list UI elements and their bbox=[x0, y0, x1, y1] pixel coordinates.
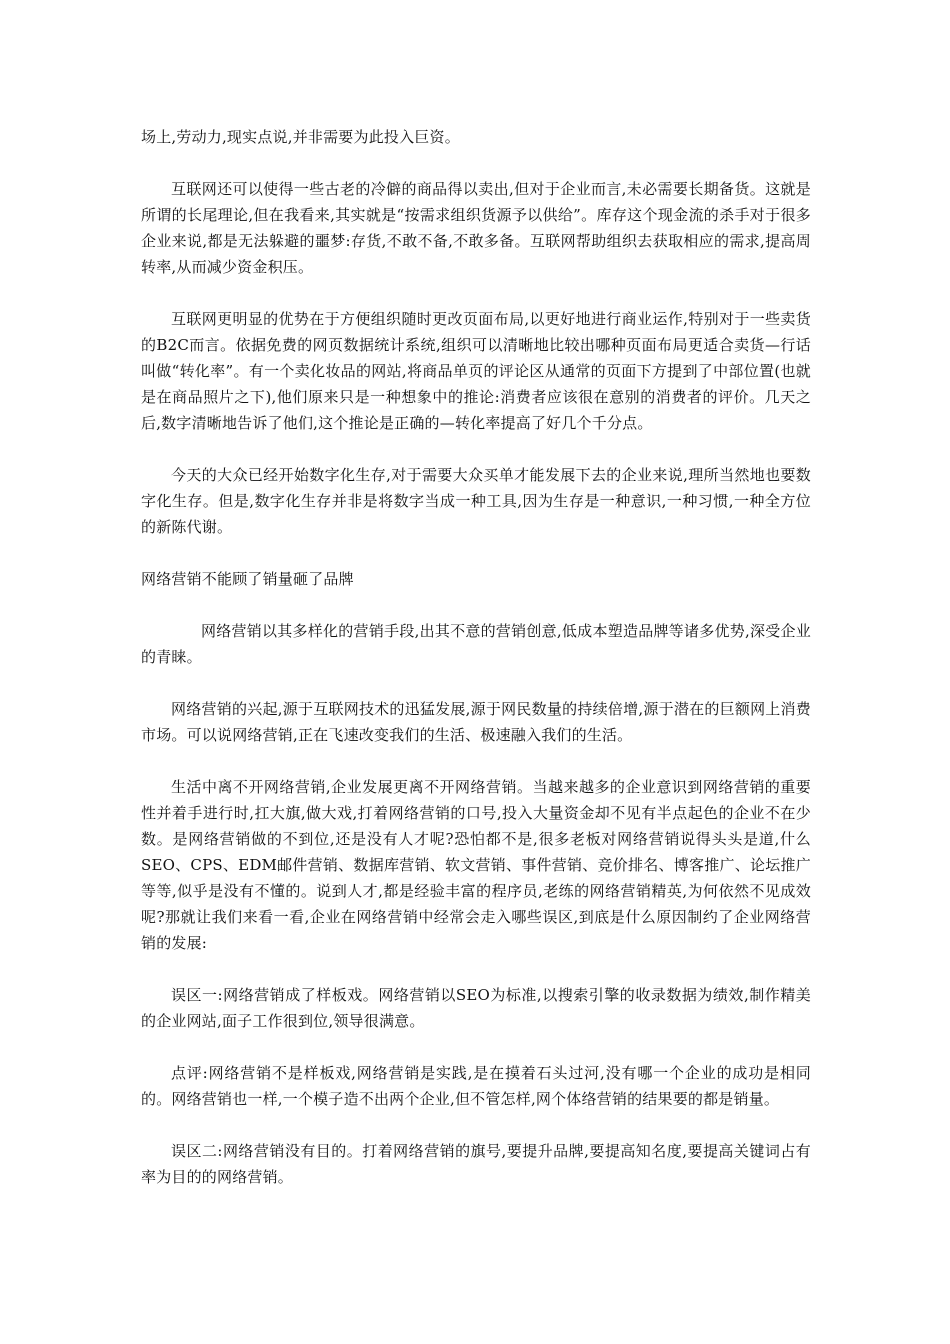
paragraph-commentary: 点评:网络营销不是样板戏,网络营销是实践,是在摸着石头过河,没有哪一个企业的成功是相同的。网络营销也一样,一个模子造不出两个企业,但不管怎样,网个体络营销的结果要的都是销量。 bbox=[141, 1064, 811, 1108]
paragraph-misconception-two: 误区二:网络营销没有目的。打着网络营销的旗号,要提升品牌,要提高知名度,要提高关键词占有率为目的的网络营销。 bbox=[141, 1142, 811, 1186]
paragraph-marketing-rise: 网络营销的兴起,源于互联网技术的迅猛发展,源于网民数量的持续倍增,源于潜在的巨额网上消费市场。可以说网络营销,正在飞速改变我们的生活、极速融入我们的生活。 bbox=[141, 700, 811, 744]
paragraph-page-layout: 互联网更明显的优势在于方便组织随时更改页面布局,以更好地进行商业运作,特别对于一些卖货的B2C而言。依据免费的网页数据统计系统,组织可以清晰地比较出哪种页面布局更适合卖货—行话叫做“转化率”。有一个卖化妆品的网站,将商品单页的评论区从通常的页面下方提到了中部位置(也就是在商品照片之下),他们原来只是一种想象中的推论:消费者应该很在意别的消费者的评价。几天之后,数字清晰地告诉了他们,这个推论是正确的—转化率提高了好几个千分点。 bbox=[141, 310, 811, 432]
paragraph-misconception-one: 误区一:网络营销成了样板戏。网络营销以SEO为标准,以搜索引擎的收录数据为绩效,制作精美的企业网站,面子工作很到位,领导很满意。 bbox=[141, 986, 811, 1030]
paragraph-continuation: 场上,劳动力,现实点说,并非需要为此投入巨资。 bbox=[141, 128, 460, 146]
paragraph-marketing-advantages: 网络营销以其多样化的营销手段,出其不意的营销创意,低成本塑造品牌等诸多优势,深受企业的青睐。 bbox=[141, 622, 811, 666]
paragraph-long-tail: 互联网还可以使得一些古老的冷僻的商品得以卖出,但对于企业而言,未必需要长期备货。这就是所谓的长尾理论,但在我看来,其实就是“按需求组织货源予以供给”。库存这个现金流的杀手对于很多企业来说,都是无法躲避的噩梦:存货,不敢不备,不敢多备。互联网帮助组织去获取相应的需求,提高周转率,从而减少资金积压。 bbox=[141, 180, 811, 276]
paragraph-marketing-misconceptions: 生活中离不开网络营销,企业发展更离不开网络营销。当越来越多的企业意识到网络营销的重要性并着手进行时,扛大旗,做大戏,打着网络营销的口号,投入大量资金却不见有半点起色的企业不在少数。是网络营销做的不到位,还是没有人才呢?恐怕都不是,很多老板对网络营销说得头头是道,什么SEO、CPS、EDM邮件营销、数据库营销、软文营销、事件营销、竞价排名、博客推广、论坛推广等等,似乎是没有不懂的。说到人才,都是经验丰富的程序员,老练的网络营销精英,为何依然不见成效呢?那就让我们来看一看,企业在网络营销中经常会走入哪些误区,到底是什么原因制约了企业网络营销的发展: bbox=[141, 778, 811, 952]
section-heading: 网络营销不能顾了销量砸了品牌 bbox=[141, 570, 354, 588]
document-body bbox=[141, 124, 811, 1216]
paragraph-digital-survival: 今天的大众已经开始数字化生存,对于需要大众买单才能发展下去的企业来说,理所当然地也要数字化生存。但是,数字化生存并非是将数字当成一种工具,因为生存是一种意识,一种习惯,一种全方位的新陈代谢。 bbox=[141, 466, 811, 536]
